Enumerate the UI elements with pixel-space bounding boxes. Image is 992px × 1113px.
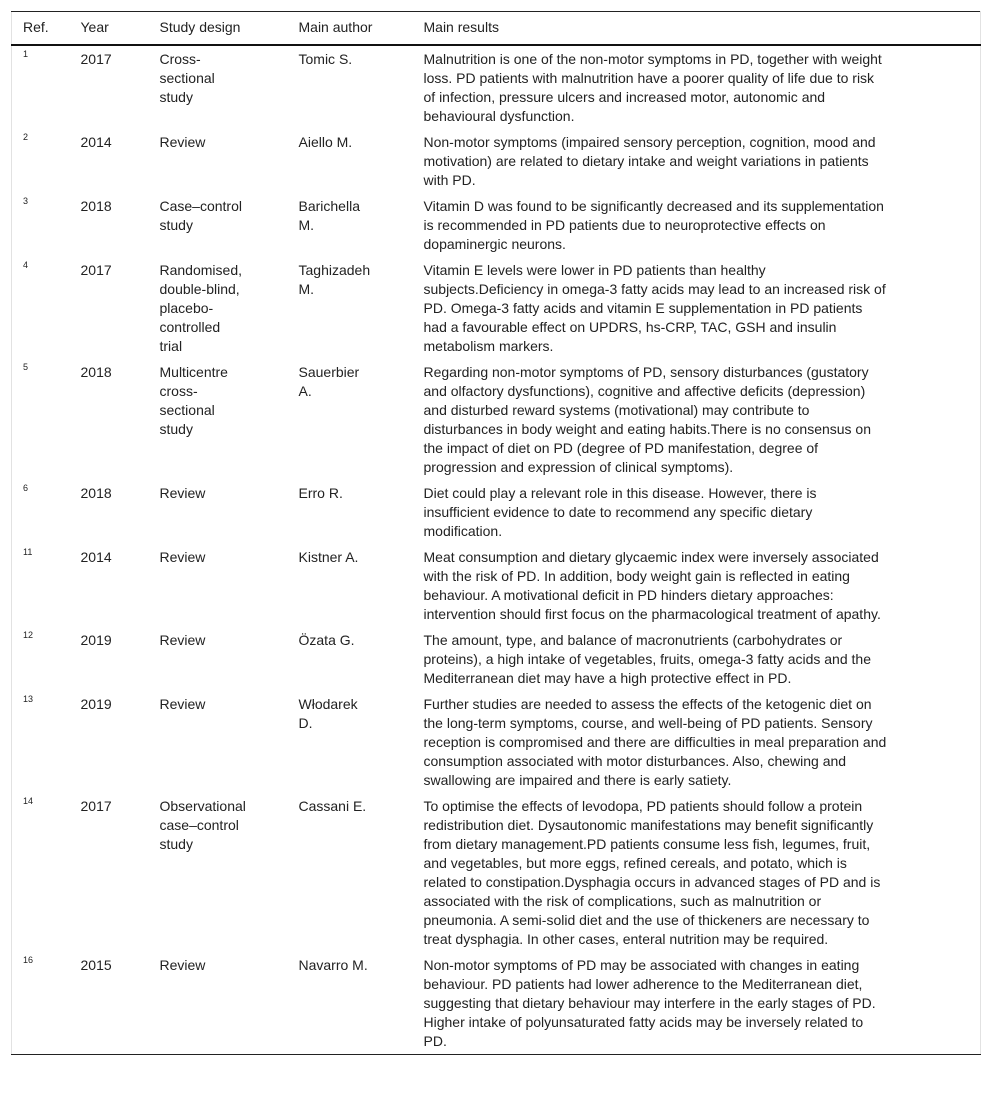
- ref-cell: 11: [23, 547, 33, 557]
- ref-cell: 13: [23, 694, 34, 704]
- main-results-cell: The amount, type, and balance of macronutrients (carbohydrates or proteins), a high intake of vegetables, fruits, omega-3 fatty acids and the Mediterranean diet may have a high protective effect in PD.: [423, 632, 871, 686]
- header-row: [12, 12, 981, 46]
- main-results-cell: Non-motor symptoms (impaired sensory perception, cognition, mood and motivation) are related to dietary intake and weight variations in patients with PD.: [423, 134, 876, 188]
- header-year: Year: [70, 12, 149, 46]
- main-author-cell: Aiello M.: [298, 134, 353, 150]
- main-results-cell: Meat consumption and dietary glycaemic index were inversely associated with the risk of PD. In addition, body weight gain is reflected in eating behaviour. A motivational deficit in PD hinders dietary approaches: intervention should first focus on the pharmacological treatment of apathy.: [423, 549, 881, 622]
- year-cell: 2019: [80, 632, 112, 648]
- study-design-cell: Review: [159, 632, 206, 648]
- main-results-cell: Further studies are needed to assess the effects of the ketogenic diet on the long-term symptoms, course, and well-being of PD patients. Sensory reception is compromised and there are difficulties in meal preparation and consumption associated with motor disturbances. Also, chewing and swallowing are impaired and there is early satiety.: [423, 696, 887, 788]
- ref-cell: 16: [23, 955, 34, 965]
- study-design-cell: Multicentre cross- sectional study: [159, 364, 228, 437]
- table-row: [12, 627, 981, 691]
- ref-cell: 14: [23, 796, 34, 806]
- year-cell: 2018: [80, 198, 112, 214]
- main-author-cell: Sauerbier A.: [298, 364, 360, 399]
- year-cell: 2015: [80, 957, 112, 973]
- table-row: [12, 952, 981, 1055]
- main-author-cell: Erro R.: [298, 485, 343, 501]
- main-results-cell: Diet could play a relevant role in this disease. However, there is insufficient evidence to date to recommend any specific dietary modification.: [423, 485, 817, 539]
- table-row: [12, 45, 981, 129]
- table-row: [12, 480, 981, 544]
- studies-table: [11, 11, 981, 1055]
- header-ref: Ref.: [12, 12, 70, 46]
- table-row: [12, 129, 981, 193]
- main-author-cell: Tomic S.: [298, 51, 353, 67]
- main-author-cell: Navarro M.: [298, 957, 368, 973]
- year-cell: 2017: [80, 51, 112, 67]
- year-cell: 2017: [80, 798, 112, 814]
- year-cell: 2018: [80, 364, 112, 380]
- ref-cell: 6: [23, 483, 29, 493]
- header-main-author: Main author: [288, 12, 413, 46]
- ref-cell: 3: [23, 196, 29, 206]
- main-results-cell: Non-motor symptoms of PD may be associated with changes in eating behaviour. PD patients had lower adherence to the Mediterranean diet, suggesting that dietary behaviour may interfere in the early stages of PD. Higher intake of polyunsaturated fatty acids may be inversely related to PD.: [423, 957, 876, 1049]
- table-row: [12, 691, 981, 793]
- year-cell: 2014: [80, 549, 112, 565]
- ref-cell: 1: [23, 49, 29, 59]
- table-row: [12, 193, 981, 257]
- ref-cell: 5: [23, 362, 29, 372]
- study-design-cell: Review: [159, 957, 206, 973]
- year-cell: 2014: [80, 134, 112, 150]
- year-cell: 2018: [80, 485, 112, 501]
- year-cell: 2017: [80, 262, 112, 278]
- main-results-cell: Vitamin D was found to be significantly decreased and its supplementation is recommended in PD patients due to neuroprotective effects on dopaminergic neurons.: [423, 198, 884, 252]
- main-author-cell: Kistner A.: [298, 549, 359, 565]
- table-header: [12, 12, 981, 46]
- main-author-cell: Taghizadeh M.: [298, 262, 371, 297]
- table-row: [12, 359, 981, 480]
- table-row: [12, 793, 981, 952]
- ref-cell: 12: [23, 630, 34, 640]
- ref-cell: 4: [23, 260, 29, 270]
- study-design-cell: Review: [159, 549, 206, 565]
- study-design-cell: Review: [159, 485, 206, 501]
- header-main-results: Main results: [413, 12, 981, 46]
- main-results-cell: To optimise the effects of levodopa, PD patients should follow a protein redistribution diet. Dysautonomic manifestations may benefit significantly from dietary management.PD patients consume less fish, legumes, fruit, and vegetables, but more eggs, refined cereals, and potato, which is related to constipation.Dysphagia occurs in advanced stages of PD and is associated with the risk of complications, such as malnutrition or pneumonia. A semi-solid diet and the use of thickeners are necessary to treat dysphagia. In other cases, enteral nutrition may be required.: [423, 798, 881, 947]
- study-design-cell: Randomised, double-blind, placebo- controlled trial: [159, 262, 242, 354]
- main-results-cell: Malnutrition is one of the non-motor symptoms in PD, together with weight loss. PD patients with malnutrition have a poorer quality of life due to risk of infection, pressure ulcers and increased motor, autonomic and behavioural dysfunction.: [423, 51, 882, 124]
- year-cell: 2019: [80, 696, 112, 712]
- table-row: [12, 544, 981, 627]
- main-results-cell: Vitamin E levels were lower in PD patients than healthy subjects.Deficiency in omega-3 fatty acids may lead to an increased risk of PD. Omega-3 fatty acids and vitamin E supplementation in PD patients had a favourable effect on UPDRS, hs-CRP, TAC, GSH and insulin metabolism markers.: [423, 262, 886, 354]
- main-author-cell: Cassani E.: [298, 798, 367, 814]
- main-results-cell: Regarding non-motor symptoms of PD, sensory disturbances (gustatory and olfactory dysfunctions), cognitive and affective deficits (depression) and disturbed reward systems (motivational) may contribute to disturbances in body weight and eating habits.There is no consensus on the impact of diet on PD (degree of PD manifestation, degree of progression and expression of clinical symptoms).: [423, 364, 872, 475]
- header-study-design: Study design: [149, 12, 288, 46]
- study-design-cell: Review: [159, 696, 206, 712]
- study-design-cell: Case–control study: [159, 198, 242, 233]
- main-author-cell: Barichella M.: [298, 198, 360, 233]
- study-design-cell: Observational case–control study: [159, 798, 246, 852]
- table-body: [12, 45, 981, 1055]
- ref-cell: 2: [23, 132, 29, 142]
- main-author-cell: Włodarek D.: [298, 696, 358, 731]
- study-design-cell: Cross- sectional study: [159, 51, 215, 105]
- study-design-cell: Review: [159, 134, 206, 150]
- main-author-cell: Özata G.: [298, 632, 355, 648]
- table-row: [12, 257, 981, 359]
